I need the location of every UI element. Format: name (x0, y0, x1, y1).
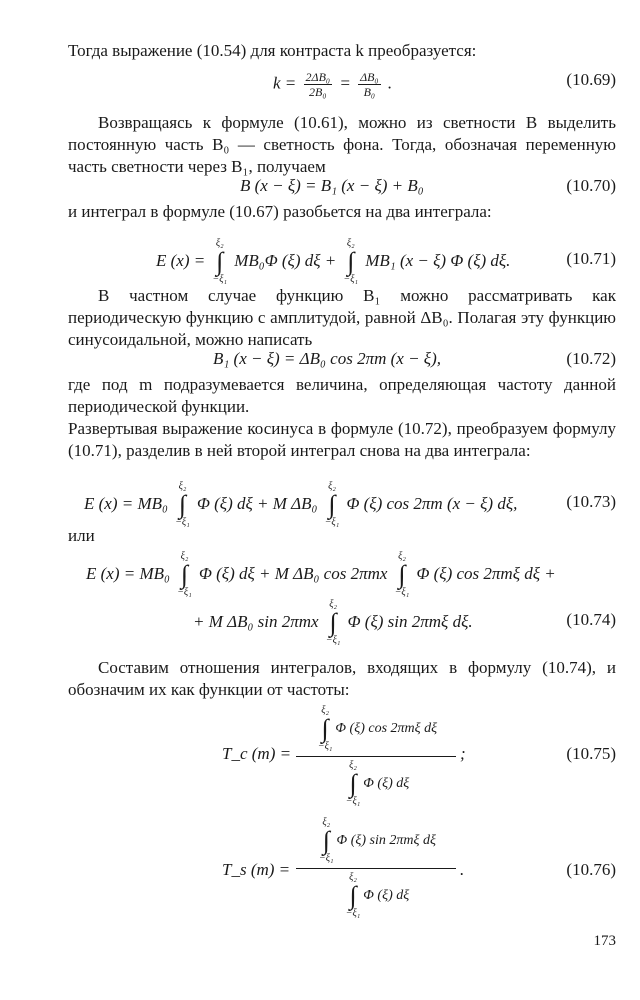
eq75-fraction: ξ₂ ∫ −ξ₁Φ (ξ) cos 2πmξ dξ ξ₂ ∫ −ξ₁Φ (ξ) dξ (296, 706, 456, 807)
integral-sign: ξ₂ ∫ −ξ₁ (212, 238, 227, 285)
eq73-lhs: E (x) = MB₀ (84, 493, 168, 513)
paragraph-7: или (68, 526, 95, 545)
eq76-denominator: Φ (ξ) dξ (363, 888, 410, 904)
eq69-lhs: k = (273, 73, 297, 93)
eq69-eq: = (339, 73, 351, 93)
integral-sign: ξ₂ ∫ −ξ₁ (177, 551, 192, 598)
eq76-tail: . (460, 860, 465, 879)
eq76-lhs: T_s (m) = (222, 860, 291, 879)
eq72-number: (10.72) (566, 349, 616, 368)
integral-sign: ξ₂ ∫ −ξ₁ (343, 238, 359, 285)
paragraph-3: и интеграл в формуле (10.67) разобьется на два интеграла: (68, 202, 492, 221)
equation-10-76 (68, 818, 616, 918)
eq74a-term2: Φ (ξ) cos 2πmξ dξ + (416, 563, 556, 583)
eq71-term2: MB₁ (x − ξ) Φ (ξ) dξ. (365, 250, 511, 270)
eq75-numerator: Φ (ξ) cos 2πmξ dξ (335, 721, 438, 737)
equation-10-71 (68, 235, 616, 285)
eq75-lhs: T_c (m) = (222, 744, 292, 763)
eq71-term1: MB₀Φ (ξ) dξ + (234, 250, 337, 270)
eq71-number: (10.71) (566, 249, 616, 268)
eq76-numerator: Φ (ξ) sin 2πmξ dξ (336, 833, 436, 849)
equation-10-69 (68, 70, 616, 100)
eq74b-lhs: + M ΔB₀ sin 2πmx (193, 611, 319, 631)
eq74-number: (10.74) (566, 610, 616, 629)
integral-sign: ξ₂ ∫ −ξ₁ (325, 599, 341, 646)
paragraph-4: В частном случае функцию B₁ можно рассматривать как периодическую функцию с амплитудой, равной ΔB₀. Полагая эту функцию синусоидальной, можно написать (68, 286, 616, 349)
paragraph-6: Развертывая выражение косинуса в формуле (10.72), преобразуем формулу (10.71), разделив в ней второй интеграл снова на два интеграла: (68, 419, 616, 460)
eq75-number: (10.75) (566, 744, 616, 763)
eq73-term2: Φ (ξ) cos 2πm (x − ξ) dξ, (346, 493, 518, 513)
paragraph-1: Тогда выражение (10.54) для контраста k преобразуется: (68, 41, 477, 60)
eq74a-term1: Φ (ξ) dξ + M ΔB₀ cos 2πmx (198, 563, 388, 583)
eq72-body: B₁ (x − ξ) = ΔB₀ cos 2πm (x − ξ), (213, 349, 441, 368)
eq73-number: (10.73) (566, 492, 616, 511)
paragraph-8: Составим отношения интегралов, входящих в формулу (10.74), и обозначим их как функции от частоты: (68, 658, 616, 699)
equation-10-75 (68, 706, 616, 806)
eq76-fraction: ξ₂ ∫ −ξ₁Φ (ξ) sin 2πmξ dξ ξ₂ ∫ −ξ₁Φ (ξ) dξ (296, 818, 456, 919)
equation-10-73 (68, 478, 616, 528)
eq71-lhs: E (x) = (156, 250, 206, 270)
eq76-number: (10.76) (566, 860, 616, 879)
eq74a-lhs: E (x) = MB₀ (86, 563, 170, 583)
paragraph-5: где под m подразумевается величина, определяющая частоту данной периодической функции. (68, 375, 616, 416)
eq69-f2-den: B₀ (363, 85, 376, 99)
eq75-tail: ; (460, 744, 466, 763)
eq70-number: (10.70) (566, 176, 616, 195)
integral-sign: ξ₂ ∫ −ξ₁ (324, 481, 340, 528)
equation-10-74-line1 (68, 548, 616, 598)
integral-sign: ξ₂ ∫ −ξ₁ (394, 551, 410, 598)
eq73-term1: Φ (ξ) dξ + M ΔB₀ (196, 493, 318, 513)
eq69-number: (10.69) (566, 70, 616, 89)
eq69-f2-num: ΔB₀ (360, 70, 379, 84)
equation-10-74-line2 (68, 596, 616, 646)
eq70-body: B (x − ξ) = B₁ (x − ξ) + B₀ (240, 176, 424, 195)
eq69-f1-den: 2B₀ (309, 85, 327, 99)
page-number: 173 (593, 933, 616, 949)
paragraph-2: Возвращаясь к формуле (10.61), можно из светности B выделить постоянную часть B₀ — светность фона. Тогда, обозначая переменную часть светности через B₁, получаем (68, 113, 616, 176)
eq75-denominator: Φ (ξ) dξ (363, 776, 410, 792)
eq69-tail: . (387, 73, 393, 93)
eq74b-term1: Φ (ξ) sin 2πmξ dξ. (347, 611, 473, 631)
integral-sign: ξ₂ ∫ −ξ₁ (175, 481, 190, 528)
eq69-f1-num: 2ΔB₀ (305, 70, 331, 84)
